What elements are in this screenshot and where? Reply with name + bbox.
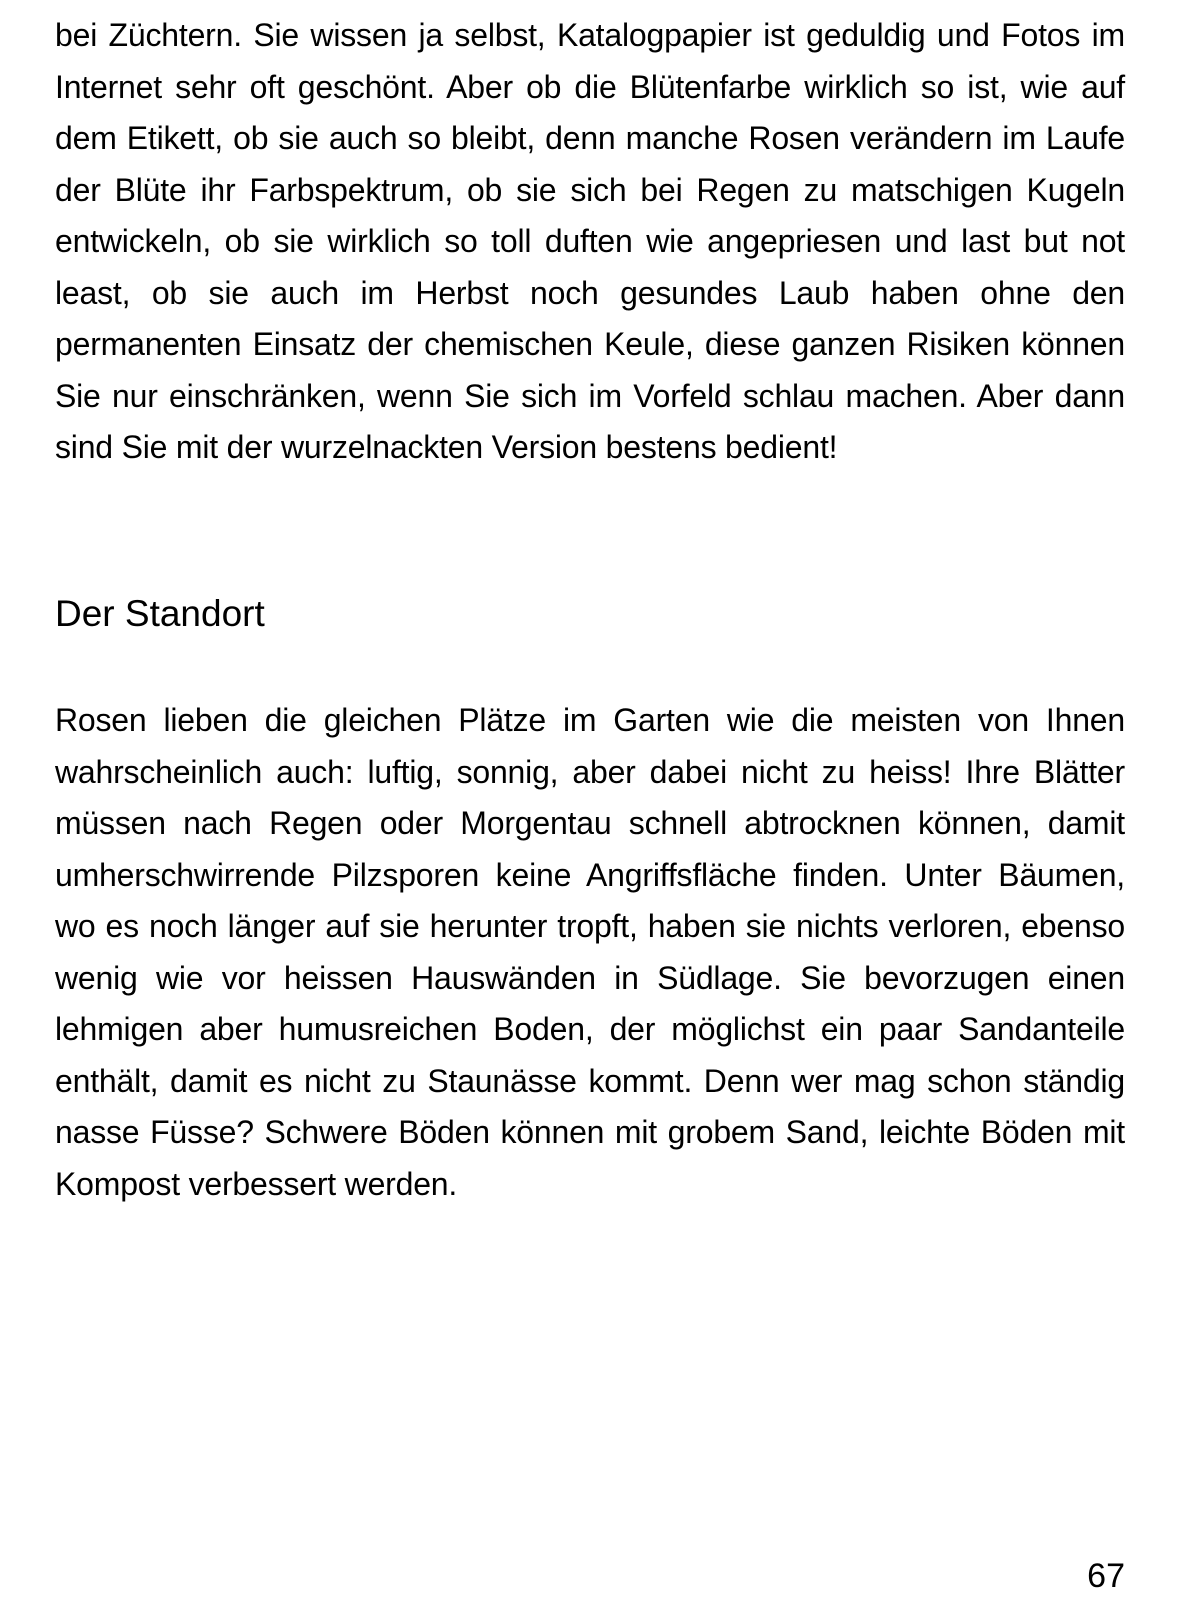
body-paragraph-intro: bei Züchtern. Sie wissen ja selbst, Katalogpapier ist geduldig und Fotos im Internet sehr oft geschönt. Aber ob die Blütenfarbe wirklich so ist, wie auf dem Etikett, ob sie auch so bleibt, denn manche Rosen verändern im Laufe der Blüte ihr Farbspektrum, ob sie sich bei Regen zu matschigen Kugeln entwickeln, ob sie wirklich so toll duften wie angepriesen und last but not least, ob sie auch im Herbst noch gesundes Laub haben ohne den permanenten Einsatz der chemischen Keule, diese ganzen Risiken können Sie nur einschränken, wenn Sie sich im Vorfeld schlau machen. Aber dann sind Sie mit der wurzelnackten Version bestens bedient!: [55, 17, 1125, 465]
section-heading: Der Standort: [55, 593, 265, 634]
body-paragraph-location: Rosen lieben die gleichen Plätze im Garten wie die meisten von Ihnen wahrscheinlich auch: luftig, sonnig, aber dabei nicht zu heiss! Ihre Blätter müssen nach Regen oder Morgentau schnell abtrocknen können, damit umherschwirrende Pilzsporen keine Angriffsfläche finden. Unter Bäumen, wo es noch länger auf sie herunter tropft, haben sie nichts verloren, ebenso wenig wie vor heissen Hauswänden in Südlage. Sie bevorzugen einen lehmigen aber humusreichen Boden, der möglichst ein paar Sandanteile enthält, damit es nicht zu Staunässe kommt. Denn wer mag schon ständig nasse Füsse? Schwere Böden können mit grobem Sand, leichte Böden mit Kompost verbessert werden.: [55, 702, 1125, 1202]
page-number: 67: [1087, 1557, 1125, 1595]
